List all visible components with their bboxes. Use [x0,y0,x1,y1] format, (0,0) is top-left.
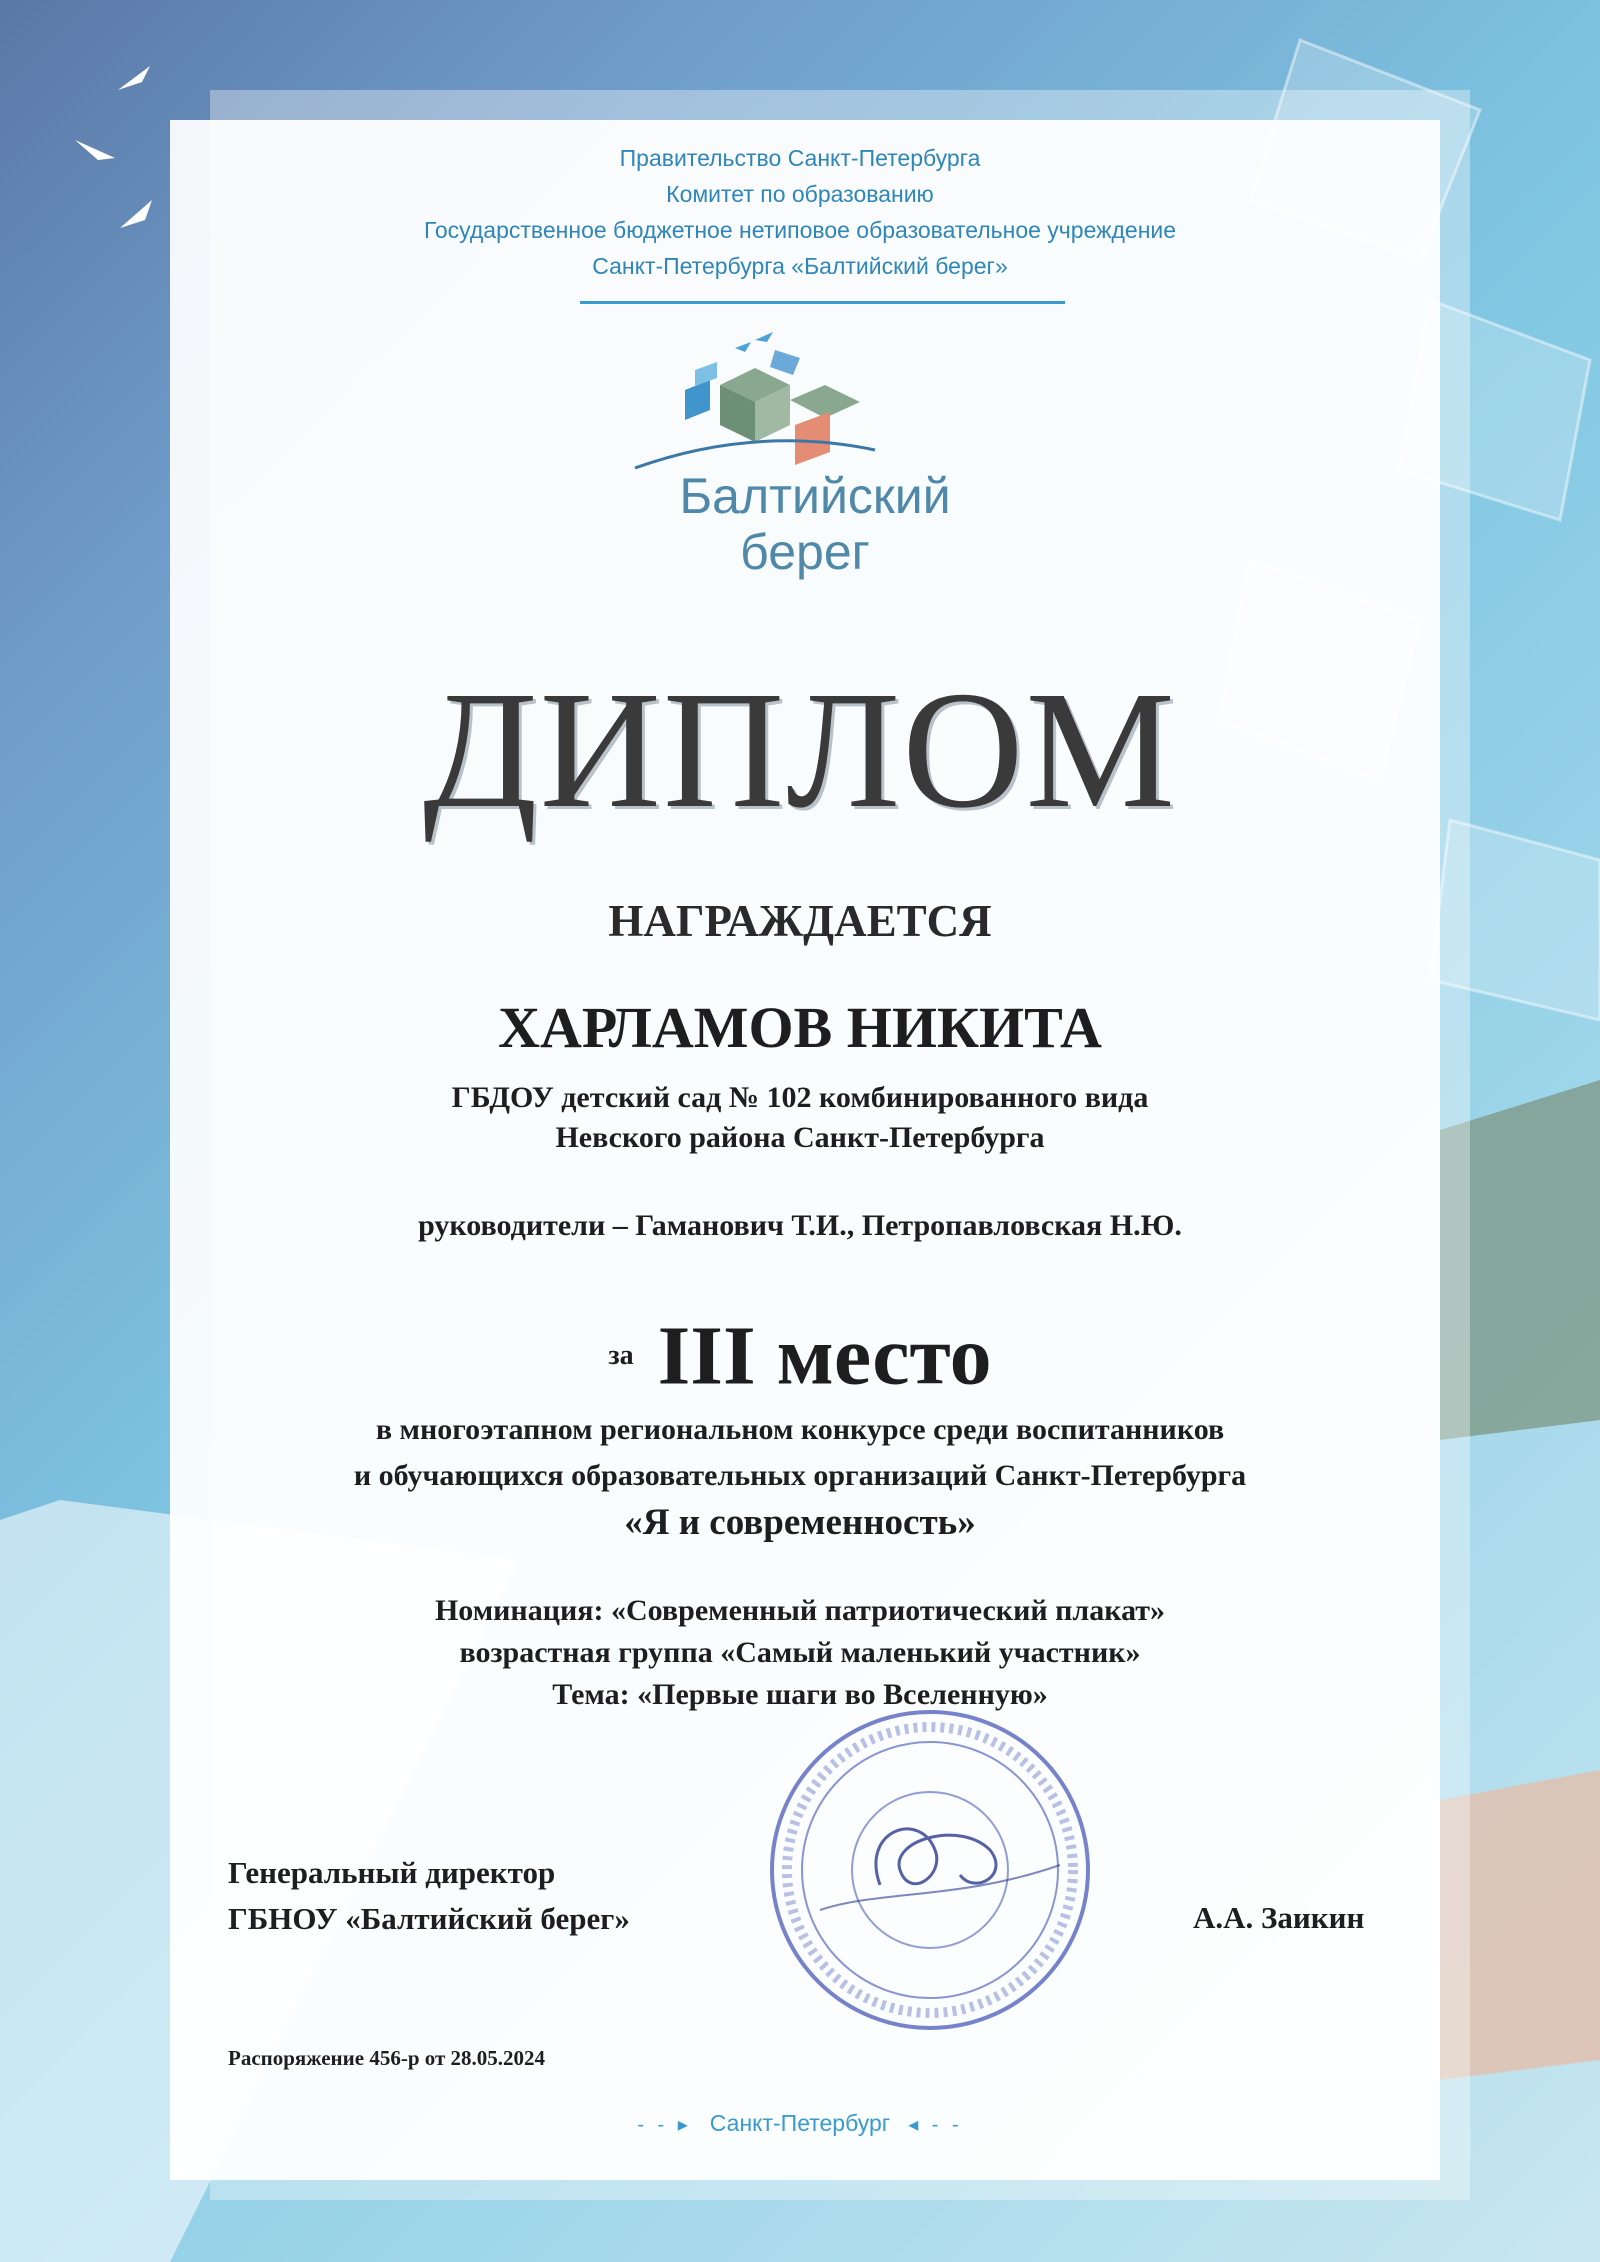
leaders-line: руководители – Гаманович Т.И., Петропавловская Н.Ю. [418,1209,1182,1242]
footer-city-text: Санкт-Петербург [709,2110,891,2136]
awarded-label: НАГРАЖДАЕТСЯ [608,896,992,946]
contest-line: и обучающихся образовательных организаций Санкт-Петербурга [353,1459,1247,1492]
logo-line2: берег [740,524,870,580]
cubes-logo-icon [625,330,885,470]
seal-stamp-icon [760,1700,1100,2040]
logo-wordmark [0,468,1600,580]
place-award [0,1306,1600,1406]
theme-line: Тема: «Первые шаги во Вселенную» [552,1678,1048,1711]
header-line: Санкт-Петербурга «Балтийский берег» [592,253,1008,279]
nomination-line: Номинация: «Современный патриотический плакат» [434,1594,1166,1627]
recipient-organization [0,1078,1600,1158]
org-line: ГБДОУ детский сад № 102 комбинированного вида [451,1081,1149,1114]
header-line: Правительство Санкт-Петербурга [619,145,981,171]
footer-city [0,2110,1600,2137]
place-prefix: за [608,1340,634,1372]
recipient-name: ХАРЛАМОВ НИКИТА [498,995,1102,1060]
director-position [228,1850,630,1942]
position-line: ГБНОУ «Балтийский берег» [228,1901,630,1936]
header-line: Комитет по образованию [666,181,934,207]
order-reference: Распоряжение 456-р от 28.05.2024 [228,2046,546,2070]
diploma-title: ДИПЛОМ [423,657,1177,843]
contest-name: «Я и современность» [624,1502,976,1543]
org-line: Невского района Санкт-Петербурга [555,1121,1045,1154]
header-line: Государственное бюджетное нетиповое образовательное учреждение [423,217,1177,243]
header-divider [580,301,1065,304]
position-line: Генеральный директор [228,1855,556,1890]
director-name: А.А. Заикин [1193,1900,1365,1935]
footer-dash-right: ◂ - - [908,2114,963,2136]
header-organization [0,140,1600,284]
place-text: III место [657,1309,992,1403]
nomination-block [0,1590,1600,1716]
contest-description [0,1407,1600,1499]
age-group-line: возрастная группа «Самый маленький участник» [459,1636,1141,1669]
logo-line1: Балтийский [679,468,951,524]
footer-dash-left: - - ▸ [637,2114,692,2136]
contest-line: в многоэтапном региональном конкурсе среди воспитанников [375,1413,1225,1446]
